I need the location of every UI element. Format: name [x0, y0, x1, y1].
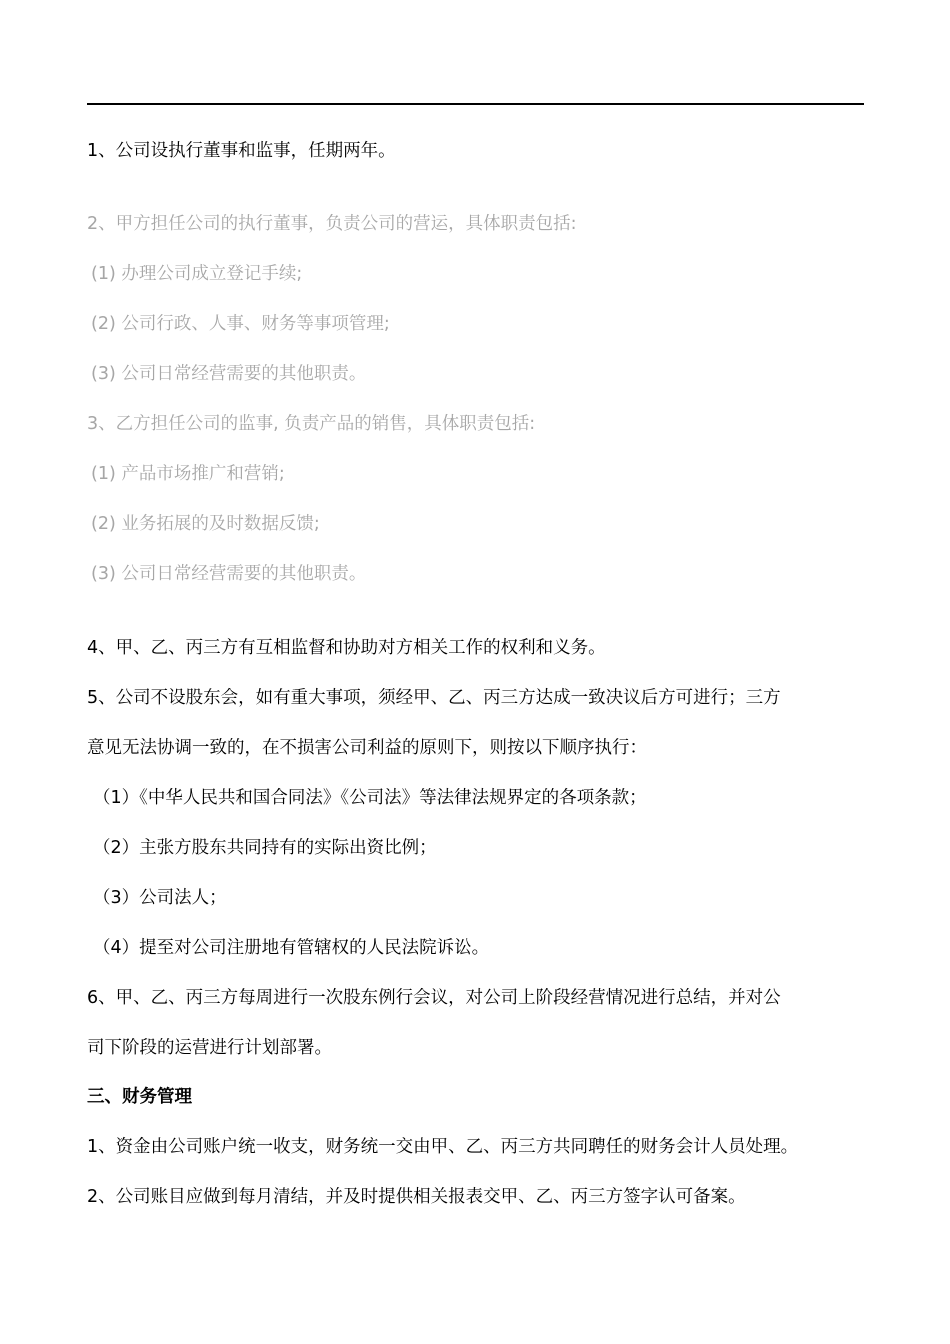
section-heading-finance: 三、财务管理	[87, 1087, 192, 1107]
clause-2-item-2: (2) 公司行政、人事、财务等事项管理;	[91, 314, 390, 334]
clause-2-item-1: (1) 办理公司成立登记手续;	[91, 264, 303, 284]
clause-4: 4、甲、乙、丙三方有互相监督和协助对方相关工作的权利和义务。	[87, 638, 606, 658]
clause-5-item-2: （2）主张方股东共同持有的实际出资比例；	[93, 838, 437, 858]
clause-3-item-3: (3) 公司日常经营需要的其他职责。	[91, 564, 367, 584]
clause-1: 1、公司设执行董事和监事，任期两年。	[87, 141, 396, 161]
clause-5-item-4: （4）提至对公司注册地有管辖权的人民法院诉讼。	[93, 938, 490, 958]
clause-6-line-1: 6、甲、乙、丙三方每周进行一次股东例行会议，对公司上阶段经营情况进行总结，并对公	[87, 988, 781, 1008]
header-rule	[87, 103, 864, 105]
clause-5-item-1: （1）《中华人民共和国合同法》《公司法》等法律法规界定的各项条款；	[93, 788, 647, 808]
clause-3-item-2: (2) 业务拓展的及时数据反馈;	[91, 514, 320, 534]
finance-clause-2: 2、公司账目应做到每月清结，并及时提供相关报表交甲、乙、丙三方签字认可备案。	[87, 1187, 746, 1207]
clause-3: 3、乙方担任公司的监事, 负责产品的销售，具体职责包括:	[87, 414, 536, 434]
clause-5-line-2: 意见无法协调一致的，在不损害公司利益的原则下，则按以下顺序执行：	[87, 738, 647, 758]
clause-3-item-1: (1) 产品市场推广和营销;	[91, 464, 285, 484]
clause-6-line-2: 司下阶段的运营进行计划部署。	[87, 1038, 332, 1058]
clause-5-item-3: （3）公司法人；	[93, 888, 227, 908]
clause-2-item-3: (3) 公司日常经营需要的其他职责。	[91, 364, 367, 384]
finance-clause-1: 1、资金由公司账户统一收支，财务统一交由甲、乙、丙三方共同聘任的财务会计人员处理。	[87, 1137, 799, 1157]
clause-2: 2、甲方担任公司的执行董事，负责公司的营运，具体职责包括:	[87, 214, 577, 234]
clause-5-line-1: 5、公司不设股东会，如有重大事项，须经甲、乙、丙三方达成一致决议后方可进行；三方	[87, 688, 781, 708]
